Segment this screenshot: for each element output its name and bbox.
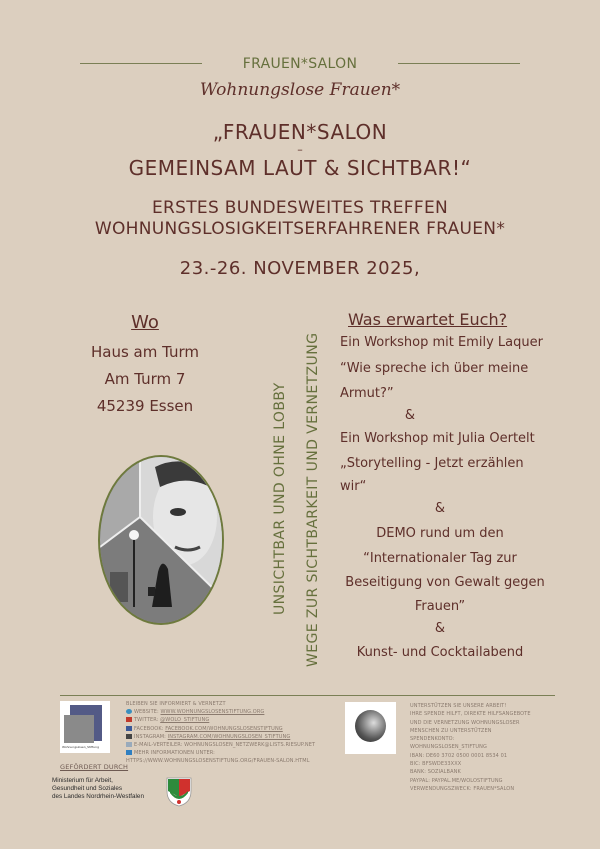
program-separator: & [404,408,416,423]
website-link[interactable]: WEBSITE: WWW.WOHNUNGSLOSENSTIFTUNG.ORG [126,708,326,716]
instagram-link[interactable]: INSTAGRAM: INSTAGRAM.COM/WOHNUNGSLOSEN_STIFTUNG [126,733,326,741]
mail-icon [126,742,132,747]
program-item: “Internationaler Tag zur [363,551,517,566]
iban: IBAN: DE60 3702 0500 0001 8534 01 [410,752,508,759]
info-icon [126,750,132,755]
instagram-icon [126,734,132,739]
illustration-icon [100,457,222,623]
twitter-icon [126,717,132,722]
nrw-coat-of-arms [166,777,192,807]
bank: BANK: SOZIALBANK [410,769,461,776]
foundation-logo-caption: Wohnungslosen_Stiftung [62,745,99,749]
foundation-logo [60,701,110,753]
title-dash: – [297,143,303,156]
facebook-icon [126,726,132,731]
subtitle-script: Wohnungslose Frauen* [199,80,401,100]
social-links [126,700,326,766]
more-info-url[interactable]: HTTPS://WWW.WOHNUNGSLOSENSTIFTUNG.ORG/FRAUEN-SALON.HTML [126,758,310,765]
title-line-2: GEMEINSAM LAUT & SICHTBAR!“ [128,156,472,180]
program-item: Kunst- und Cocktailabend [356,645,524,660]
mailing-list-link[interactable]: E-MAIL-VERTEILER: WOHNUNGSLOSEN_NETZWERK@LISTS.RIESUP.NET [126,741,326,749]
purpose: VERWENDUNGSZWECK: FRAUEN*SALON [410,785,515,792]
donation-info: UNTERSTÜTZEN SIE UNSERE ARBEIT! IHRE SPENDE HILFT, DIREKTE HILFSANGEBOTE UND DIE VERNETZUNG WOHNUNGSLOSER MENSCHEN ZU UNTERSTÜTZEN SPENDENKONTO: WOHNUNGSLOSEN_STIFTUNG IBAN: DE60 3702 0500 0001 8534 01 BIC: BFSWDE33XXX BANK: SOZIALBANK PAYPAL: PAYPAL.ME/WOLOSTIFTUNG VERWENDUNGSZWECK: FRAUEN*SALON [410,702,570,793]
program-item: Ein Workshop mit Emily Laquer [340,335,543,350]
program-item: wir“ [340,479,367,494]
footer-rule [60,695,555,696]
program-heading: Was erwartet Euch? [348,310,508,329]
event-description [0,198,600,240]
salon-flyer-thumbnail [345,702,396,754]
program-item: “Wie spreche ich über meine [340,361,529,376]
program-item: Ein Workshop mit Julia Oertelt [340,431,535,446]
globe-icon [126,709,132,714]
stay-informed-heading: BLEIBEN SIE INFORMIERT & VERNETZT [126,701,226,707]
program-separator: & [434,501,446,516]
program-item: Frauen” [414,599,466,614]
location-heading: Wo [131,312,159,333]
coat-of-arms-icon [166,777,192,807]
location-street: Am Turm 7 [104,370,186,388]
illustration-woman-city [98,455,224,625]
location-venue: Haus am Turm [90,343,200,361]
vertical-tagline-1: UNSICHTBAR UND OHNE LOBBY [272,382,288,615]
facebook-link[interactable]: FACEBOOK: FACEBOOK.COM/WOHNUNGSLOSENSTIFTUNG [126,725,326,733]
location-city: 45239 Essen [96,397,194,415]
twitter-link[interactable]: TWITTER: @WOLO_STIFTUNG [126,716,326,724]
ministry-name: Ministerium für Arbeit, Gesundheit und Soziales des Landes Nordrhein-Westfalen [52,777,144,801]
funded-by-label: GEFÖRDERT DURCH [60,763,129,771]
vertical-tagline-2: WEGE ZUR SICHTBARKEIT UND VERNETZUNG [305,332,321,667]
event-date: 23.-26. NOVEMBER 2025, [179,258,421,279]
program-item: Beseitigung von Gewalt gegen [345,575,545,590]
event-line-2: WOHNUNGSLOSIGKEITSERFAHRENER FRAUEN* [94,219,506,239]
event-line-1: ERSTES BUNDESWEITES TREFFEN [151,198,449,218]
bic: BIC: BFSWDE33XXX [410,761,462,768]
donation-heading: UNTERSTÜTZEN SIE UNSERE ARBEIT! [410,703,507,709]
program-item: DEMO rund um den [376,526,504,541]
program-item: Armut?” [340,386,394,401]
paypal[interactable]: PAYPAL: PAYPAL.ME/WOLOSTIFTUNG [410,777,503,784]
more-info: MEHR INFORMATIONEN UNTER: [126,749,326,757]
brand-title: FRAUEN*SALON [242,56,358,72]
title-line-1: „FRAUEN*SALON [212,120,388,144]
program-item: „Storytelling - Jetzt erzählen [340,456,524,471]
program-separator: & [434,621,446,636]
